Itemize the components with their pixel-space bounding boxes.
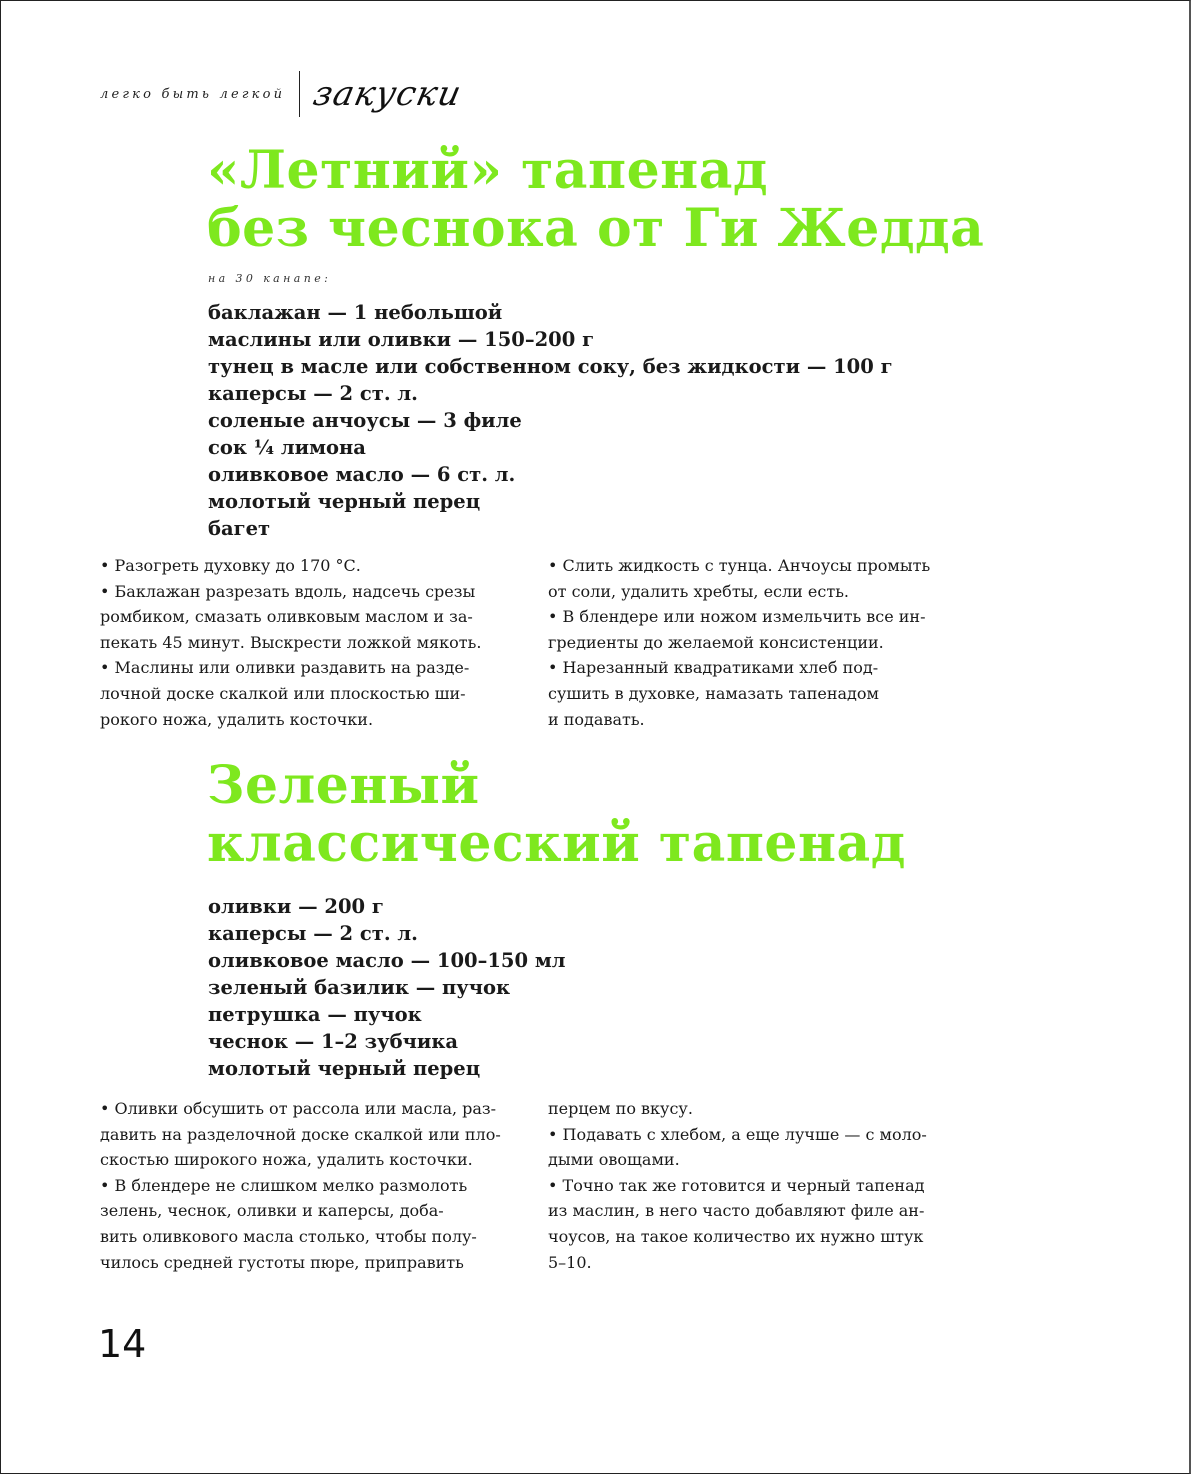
step-line: • Маслины или оливки раздавить на разде- [100,658,470,678]
ingredient: соленые анчоусы — 3 филе [208,409,522,432]
ingredient: чеснок — 1–2 зубчика [208,1030,459,1053]
step-line: перцем по вкусу. [548,1099,693,1118]
step-line: вить оливкового масла столько, чтобы полу- [100,1226,477,1246]
step-line: • Точно так же готовится и черный тапенад [548,1175,925,1195]
step-line: чоусов, на такое количество их нужно штук [548,1226,924,1246]
step-line: пекать 45 минут. Выскрести ложкой мякоть. [100,632,482,652]
step-line: дыми овощами. [548,1150,680,1170]
running-head [100,70,466,118]
step-line: • Разогреть духовку до 170 °С. [100,556,361,575]
recipe1-steps-left [100,553,540,732]
ingredient: оливковое масло — 6 ст. л. [208,463,516,486]
step-line: • Нарезанный квадратиками хлеб под- [548,658,879,678]
ingredient: оливки — 200 г [208,895,384,918]
step-line: лочной доске скалкой или плоскостью ши- [100,683,466,703]
step-line: 5–10. [548,1252,592,1272]
recipe2-title-line: классический тапенад [207,813,906,874]
step-line: зелень, чеснок, оливки и каперсы, доба- [100,1201,444,1221]
recipe1-steps-right [548,553,988,732]
step-line: скостью широкого ножа, удалить косточки. [100,1150,473,1170]
ingredient: баклажан — 1 небольшой [208,301,503,324]
step-line: • Баклажан разрезать вдоль, надсечь срезы [100,581,476,601]
ingredient: каперсы — 2 ст. л. [208,922,418,945]
recipe1-title-line: без чеснока от Ги Жедда [207,198,985,259]
step-line: • Слить жидкость с тунца. Анчоусы промыть [548,556,931,575]
ingredient: багет [208,517,271,540]
step-line: • Подавать с хлебом, а еще лучше — с моло- [548,1124,927,1144]
recipe2-title-line: Зеленый [207,755,480,816]
ingredient: молотый черный перец [208,490,481,513]
section-title: закуски [309,74,466,114]
step-line: • В блендере или ножом измельчить все ин- [548,607,926,627]
recipe1-serving: на 30 канапе: [208,272,332,285]
step-line: чилось средней густоты пюре, приправить [100,1252,464,1272]
recipe2-title [207,757,906,873]
ingredient: оливковое масло — 100–150 мл [208,949,566,972]
step-line: рокого ножа, удалить косточки. [100,709,374,729]
recipe2-steps-right [548,1096,988,1275]
recipe1-title [207,142,984,258]
recipe1-title-line: «Летний» тапенад [207,140,769,201]
recipe2-ingredients [208,893,566,1082]
ingredient: каперсы — 2 ст. л. [208,382,418,405]
recipe2-steps-left [100,1096,540,1275]
ingredient: петрушка — пучок [208,1003,422,1026]
ingredient: маслины или оливки — 150–200 г [208,328,595,351]
book-title: легко быть легкой [100,86,286,102]
ingredient: сок ¼ лимона [208,436,366,459]
step-line: из маслин, в него часто добавляют филе ан- [548,1201,925,1221]
step-line: • Оливки обсушить от рассола или масла, раз- [100,1099,497,1118]
ingredient: тунец в масле или собственном соку, без жидкости — 100 г [208,355,893,378]
recipe1-ingredients [208,299,893,542]
step-line: сушить в духовке, намазать тапенадом [548,683,879,703]
step-line: гредиенты до желаемой консистенции. [548,632,884,652]
step-line: и подавать. [548,709,645,729]
ingredient: зеленый базилик — пучок [208,976,511,999]
step-line: давить на разделочной доске скалкой или пло- [100,1124,501,1144]
step-line: • В блендере не слишком мелко размолоть [100,1175,468,1195]
step-line: ромбиком, смазать оливковым маслом и за- [100,607,473,627]
page-number: 14 [98,1322,147,1366]
ingredient: молотый черный перец [208,1057,481,1080]
step-line: от соли, удалить хребты, если есть. [548,581,849,601]
